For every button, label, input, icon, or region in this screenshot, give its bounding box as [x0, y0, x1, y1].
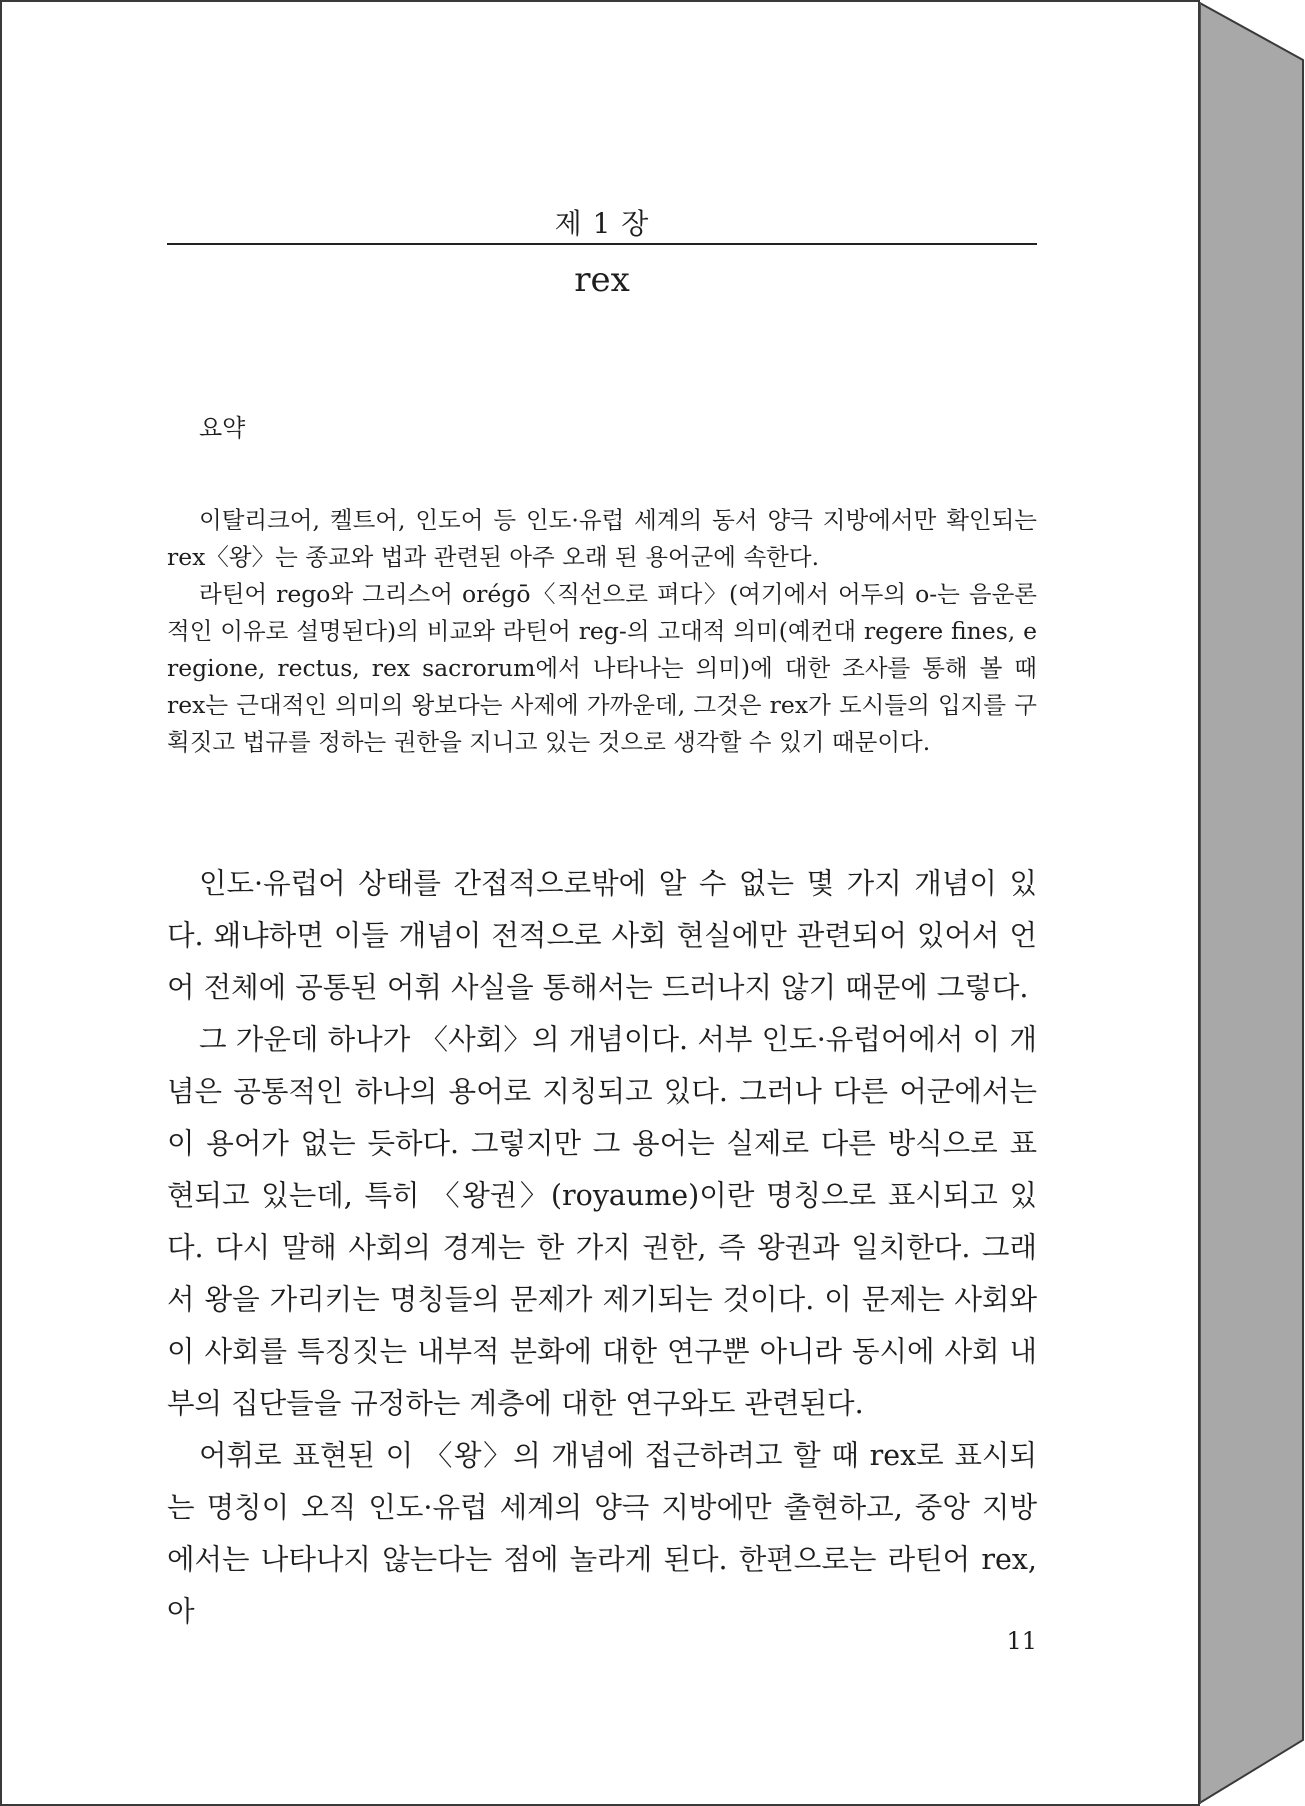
chapter-number: 제 1 장: [554, 207, 650, 240]
chapter-title: rex: [574, 260, 630, 300]
body-paragraph: 인도·유럽어 상태를 간접적으로밖에 알 수 없는 몇 가지 개념이 있다. 왜냐하면 이들 개념이 전적으로 사회 현실에만 관련되어 있어서 언어 전체에 공통된 어휘 사실을 통해서는 드러나지 않기 때문에 그렇다.: [167, 867, 1037, 1004]
summary-block: [167, 502, 1037, 761]
body-paragraph: 그 가운데 하나가 〈사회〉의 개념이다. 서부 인도·유럽어에서 이 개념은 공통적인 하나의 용어로 지칭되고 있다. 그러나 다른 어군에서는 이 용어가 없는 듯하다. 그렇지만 그 용어는 실제로 다른 방식으로 표현되고 있는데, 특히 〈왕권〉(royaume)이란 명칭으로 표시되고 있다. 다시 말해 사회의 경계는 한 가지 권한, 즉 왕권과 일치한다. 그래서 왕을 가리키는 명칭들의 문제가 제기되는 것이다. 이 문제는 사회와 이 사회를 특징짓는 내부적 분화에 대한 연구뿐 아니라 동시에 사회 내부의 집단들을 규정하는 계층에 대한 연구와도 관련된다.: [167, 1023, 1037, 1420]
chapter-divider: [167, 243, 1037, 245]
page-number: 11: [1006, 1627, 1037, 1655]
body-text: [167, 858, 1037, 1638]
summary-paragraph: 이탈리크어, 켈트어, 인도어 등 인도·유럽 세계의 동서 양극 지방에서만 확인되는 rex〈왕〉는 종교와 법과 관련된 아주 오래 된 용어군에 속한다.: [167, 506, 1037, 571]
summary-heading: 요약: [199, 414, 246, 442]
summary-paragraph: 라틴어 rego와 그리스어 orégō〈직선으로 펴다〉(여기에서 어두의 o-는 음운론적인 이유로 설명된다)의 비교와 라틴어 reg-의 고대적 의미(예컨대 regere fines, e regione, rectus, rex sacrorum에서 나타나는 의미)에 대한 조사를 통해 볼 때 rex는 근대적인 의미의 왕보다는 사제에 가까운데, 그것은 rex가 도시들의 입지를 구획짓고 법규를 정하는 권한을 지니고 있는 것으로 생각할 수 있기 때문이다.: [167, 580, 1037, 756]
body-paragraph: 어휘로 표현된 이 〈왕〉의 개념에 접근하려고 할 때 rex로 표시되는 명칭이 오직 인도·유럽 세계의 양극 지방에만 출현하고, 중앙 지방에서는 나타나지 않는다는 점에 놀라게 된다. 한편으로는 라틴어 rex, 아: [167, 1439, 1037, 1628]
